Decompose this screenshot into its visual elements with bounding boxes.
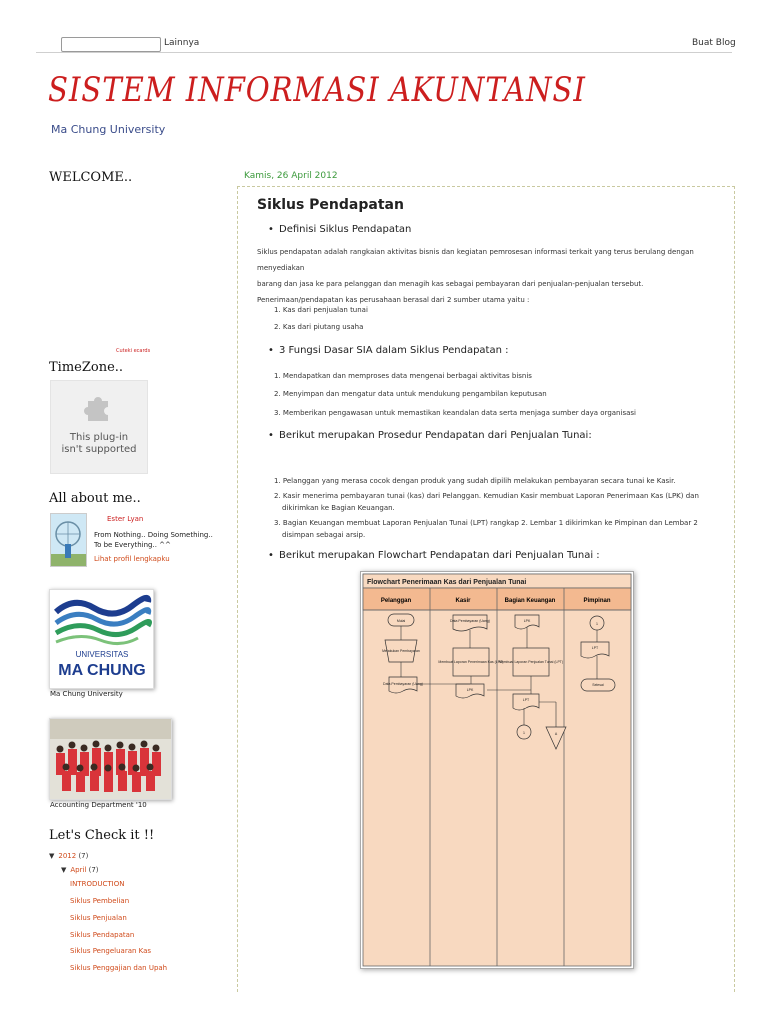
- paragraph-definition: [257, 244, 733, 308]
- archive-year-link[interactable]: 2012: [58, 852, 77, 860]
- lane-leader: Pimpinan: [583, 598, 611, 604]
- paragraph-line: Siklus pendapatan adalah rangkaian aktivitas bisnis dan kegiatan pemrosesan informasi terkait yang terus berulang dengan menyediakan: [257, 248, 694, 272]
- navbar-divider: [36, 52, 732, 53]
- list-item: 1. Mendapatkan dan memproses data mengenai berbagai aktivitas bisnis: [274, 372, 532, 380]
- archive-post-link[interactable]: INTRODUCTION: [70, 880, 125, 888]
- search-input[interactable]: [61, 37, 161, 52]
- list-item: 3. Memberikan pengawasan untuk memastikan keandalan data serta menjaga sumber daya organisasi: [274, 409, 636, 417]
- node-start: Mulai: [396, 619, 406, 623]
- node-make-lpt: Membuat Laporan Penjualan Tunai (LPT): [498, 660, 564, 664]
- collapse-triangle-icon[interactable]: ▼: [61, 866, 67, 874]
- node-end: Selesai: [592, 683, 604, 687]
- archive-post-link[interactable]: Siklus Penggajian dan Upah: [70, 964, 168, 972]
- profile-link[interactable]: Lihat profil lengkapku: [94, 555, 170, 563]
- archive-month-link[interactable]: April: [70, 866, 87, 874]
- profile-bio-line1: From Nothing.. Doing Something..: [94, 531, 213, 539]
- list-item-continuation: dikirimkan ke Bagian Keuangan.: [282, 504, 395, 512]
- node-payment-data: Data Pembayaran (Uang): [383, 682, 423, 686]
- node-payment-data-2: Data Pembayaran (Uang): [450, 619, 490, 623]
- welcome-heading: WELCOME..: [49, 170, 133, 185]
- widget-credit-link[interactable]: Cuteki ecards: [116, 348, 151, 354]
- archive-year-row[interactable]: [49, 852, 88, 860]
- create-blog-link[interactable]: Buat Blog: [692, 38, 736, 48]
- bullet-functions: • 3 Fungsi Dasar SIA dalam Siklus Pendapatan :: [279, 345, 508, 356]
- ferris-wheel-photo-icon: [51, 514, 86, 566]
- timezone-heading: TimeZone..: [49, 360, 124, 375]
- archive-month-row[interactable]: [61, 866, 99, 874]
- archive-month-count: (7): [88, 866, 99, 874]
- group-people-photo-icon: [50, 719, 171, 799]
- paragraph-line: Penerimaan/pendapatan kas perusahaan berasal dari 2 sumber utama yaitu :: [257, 296, 530, 304]
- list-item: 3. Bagian Keuangan membuat Laporan Penjualan Tunai (LPT) rangkap 2. Lembar 1 dikirimkan ke Pimpinan dan Lembar 2: [274, 519, 698, 527]
- post-date: Kamis, 26 April 2012: [244, 171, 338, 181]
- blogger-navbar: [0, 0, 768, 54]
- photo-caption: Accounting Department '10: [50, 801, 147, 809]
- lane-customer: Pelanggan: [380, 598, 412, 604]
- node-archive: A: [554, 732, 558, 736]
- bullet-procedure: • Berikut merupakan Prosedur Pendapatan dari Penjualan Tunai:: [279, 430, 592, 441]
- bullet-definition: • Definisi Siklus Pendapatan: [279, 224, 411, 235]
- node-lpt-2: LPT: [591, 646, 599, 650]
- more-link[interactable]: Lainnya: [164, 38, 200, 48]
- logo-line2: MA CHUNG: [58, 662, 146, 679]
- profile-bio: [94, 530, 224, 550]
- lane-cashier: Kasir: [455, 598, 471, 604]
- node-lpk: LPK: [466, 688, 474, 692]
- about-heading: All about me..: [49, 491, 141, 506]
- archive-post-link[interactable]: Siklus Pengeluaran Kas: [70, 947, 152, 955]
- group-photo[interactable]: [49, 718, 172, 800]
- node-payment: Melakukan Pembayaran: [382, 649, 420, 653]
- flowchart-diagram: [361, 572, 633, 968]
- bullet-flowchart: • Berikut merupakan Flowchart Pendapatan dari Penjualan Tunai :: [279, 550, 600, 561]
- archive-heading: Let's Check it !!: [49, 828, 155, 843]
- blog-description: Ma Chung University: [51, 123, 166, 136]
- archive-post-link[interactable]: Siklus Pendapatan: [70, 931, 135, 939]
- profile-photo[interactable]: [50, 513, 87, 567]
- list-item: 2. Menyimpan dan mengatur data untuk mendukung pengambilan keputusan: [274, 390, 547, 398]
- unsupported-plugin: [50, 380, 148, 474]
- collapse-triangle-icon[interactable]: ▼: [49, 852, 55, 860]
- node-connector-2: 1: [596, 622, 598, 626]
- puzzle-piece-icon: [84, 393, 112, 421]
- logo-line1: UNIVERSITAS: [75, 650, 129, 659]
- archive-post-link[interactable]: Siklus Pembelian: [70, 897, 130, 905]
- lane-finance: Bagian Keuangan: [504, 598, 556, 604]
- list-item: 1. Pelanggan yang merasa cocok dengan produk yang sudah dipilih melakukan pembayaran secara tunai ke Kasir.: [274, 477, 676, 485]
- node-make-lpk: Membuat Laporan Penerimaan Kas (LPK): [438, 660, 504, 664]
- profile-bio-line2: To be Everything.. ^^: [94, 541, 171, 549]
- flowchart-title: Flowchart Penerimaan Kas dari Penjualan Tunai: [367, 579, 527, 586]
- archive-year-count: (7): [78, 852, 89, 860]
- logo-caption: Ma Chung University: [50, 690, 123, 698]
- university-logo[interactable]: [49, 589, 154, 689]
- node-connector-1: 1: [523, 731, 525, 735]
- list-item: 2. Kas dari piutang usaha: [274, 323, 364, 331]
- plugin-message-line1: This plug-in: [69, 432, 129, 443]
- node-lpt: LPT: [522, 698, 530, 702]
- paragraph-line: barang dan jasa ke para pelanggan dan menagih kas sebagai pembayaran dari penjualan-penjualan tersebut.: [257, 280, 644, 288]
- list-item: 1. Kas dari penjualan tunai: [274, 306, 368, 314]
- list-item: 2. Kasir menerima pembayaran tunai (kas) dari Pelanggan. Kemudian Kasir membuat Laporan Penerimaan Kas (LPK) dan: [274, 492, 699, 500]
- blog-title[interactable]: SISTEM INFORMASI AKUNTANSI: [48, 70, 586, 110]
- plugin-message-line2: isn't supported: [61, 444, 137, 455]
- archive-post-link[interactable]: Siklus Penjualan: [70, 914, 127, 922]
- node-lpk-2: LPK: [523, 619, 531, 623]
- profile-name[interactable]: Ester Lyan: [107, 515, 144, 523]
- flowchart-image[interactable]: [360, 571, 634, 969]
- list-item-continuation: disimpan sebagai arsip.: [282, 531, 366, 539]
- post-title[interactable]: Siklus Pendapatan: [257, 197, 404, 213]
- ma-chung-logo-icon: [50, 590, 153, 688]
